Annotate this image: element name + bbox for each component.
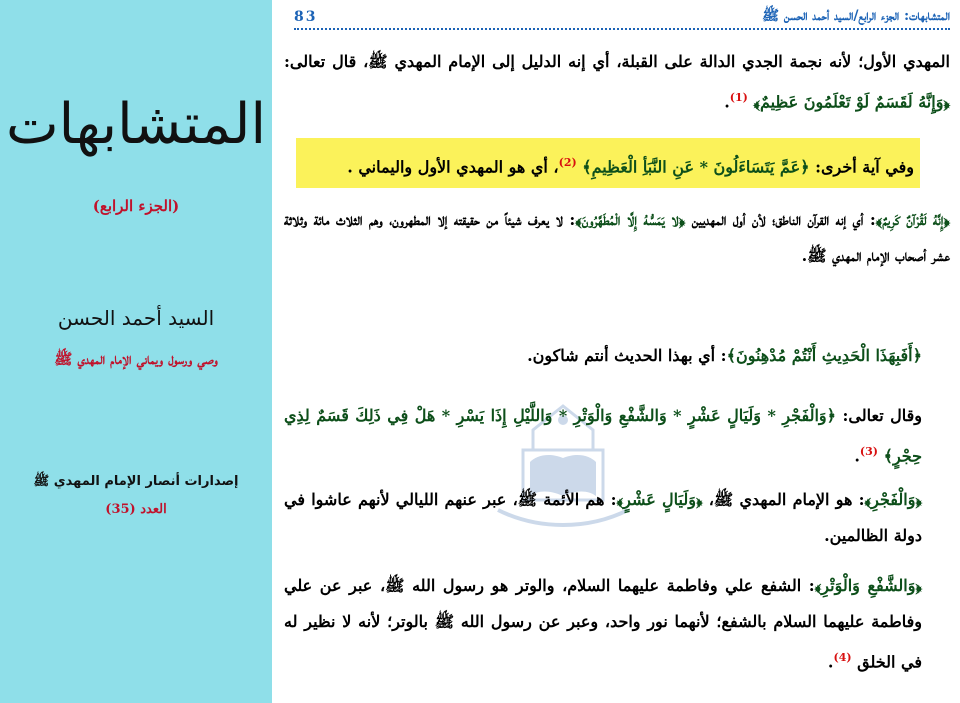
footnote-ref[interactable]: (2) bbox=[558, 156, 577, 169]
quran-quote: ﴿لا يَمَسُّهُ إِلَّا الْمُطَهَّرُونَ﴾ bbox=[575, 210, 686, 229]
quran-quote: ﴿وَلَيَالٍ عَشْرٍ﴾ bbox=[616, 490, 703, 509]
running-title: المتشابهات: الجزء الرابع/السيد أحمد الحسن ﷺ bbox=[762, 8, 950, 24]
paragraph-text: : أي إنه القرآن الناطق؛ لأن أول المهديين bbox=[685, 210, 876, 229]
quran-quote: ﴿وَإِنَّهُ لَقَسَمٌ لَوْ تَعْلَمُونَ عَظِيمٌ﴾ bbox=[753, 92, 950, 112]
issue-number: العدد (35) bbox=[105, 502, 167, 517]
book-title: المتشابهات bbox=[5, 92, 267, 157]
quran-quote: ﴿أَفَبِهَذَا الْحَدِيثِ أَنْتُمْ مُدْهِنُونَ﴾ bbox=[726, 346, 922, 365]
paragraph-5 bbox=[284, 398, 950, 474]
paragraph-end: . bbox=[854, 446, 860, 466]
book-part: (الجزء الرابع) bbox=[92, 197, 180, 215]
paragraph-text: : الشفع علي وفاطمة عليهما السلام، والوتر هو رسول الله ﷺ، عبر عن علي وفاطمة عليهما السلام بالشفع؛ لأنهما نور واحد، وعبر عن رسول الله ﷺ بالوتر؛ لأنه لا نظير له في الخلق bbox=[284, 576, 922, 672]
paragraph-text: : هو الإمام المهدي ﷺ، bbox=[702, 490, 865, 509]
running-header bbox=[294, 6, 950, 30]
paragraph-end: . bbox=[724, 92, 730, 112]
footnote-ref[interactable]: (4) bbox=[833, 651, 852, 664]
paragraph-1 bbox=[284, 44, 950, 120]
cover-panel bbox=[0, 0, 272, 703]
paragraph-text: : لا يعرف شيئاً من حقيقته إلا المطهرون، وهم الثلاث مائة وثلاثة عشر أصحاب الإمام المهدي ﷺ. bbox=[284, 210, 950, 265]
quran-quote: ﴿إِنَّهُ لَقُرْآنٌ كَرِيمٌ﴾ bbox=[875, 210, 950, 229]
paragraph-7 bbox=[284, 568, 950, 680]
author-role: وصي ورسول ويماني الإمام المهدي ﷺ bbox=[54, 350, 218, 368]
paragraph-text: وقال تعالى: bbox=[836, 406, 922, 425]
paragraph-4 bbox=[284, 338, 950, 374]
document-page bbox=[272, 0, 960, 703]
paragraph-text: وفي آية أخرى: bbox=[809, 157, 914, 177]
publisher: إصدارات أنصار الإمام المهدي ﷺ bbox=[33, 474, 239, 489]
paragraph-2 bbox=[302, 145, 914, 185]
quran-quote: ﴿وَالْفَجْرِ * وَلَيَالٍ عَشْرٍ * وَالشَّفْعِ وَالْوَتْرِ * وَاللَّيْلِ إِذَا يَسْرِ * هَلْ فِي ذَلِكَ قَسَمٌ لِذِي حِجْرٍ﴾ bbox=[284, 406, 922, 466]
book-author: السيد أحمد الحسن bbox=[57, 306, 215, 330]
quran-quote: ﴿وَالْفَجْرِ﴾ bbox=[864, 490, 922, 509]
footnote-ref[interactable]: (1) bbox=[729, 91, 748, 104]
quran-quote: ﴿وَالشَّفْعِ وَالْوَتْرِ﴾ bbox=[814, 576, 923, 595]
quran-quote: ﴿عَمَّ يَتَسَاءَلُونَ * عَنِ النَّبَأِ الْعَظِيمِ﴾ bbox=[582, 157, 810, 177]
paragraph-text: : أي بهذا الحديث أنتم شاكون. bbox=[527, 346, 727, 365]
paragraph-6 bbox=[284, 482, 950, 554]
page-number: 83 bbox=[294, 9, 318, 25]
paragraph-text: : هم الأئمة ﷺ، عبر عنهم الليالي لأنهم عاشوا في دولة الظالمين. bbox=[284, 490, 922, 545]
paragraph-end: . bbox=[827, 652, 834, 672]
paragraph-text: المهدي الأول؛ لأنه نجمة الجدي الدالة على القبلة، أي إنه الدليل إلى الإمام المهدي ﷺ، قال تعالى: bbox=[284, 52, 950, 71]
paragraph-3 bbox=[284, 202, 950, 274]
paragraph-end: ، أي هو المهدي الأول واليماني . bbox=[347, 157, 559, 177]
footnote-ref[interactable]: (3) bbox=[859, 445, 878, 458]
